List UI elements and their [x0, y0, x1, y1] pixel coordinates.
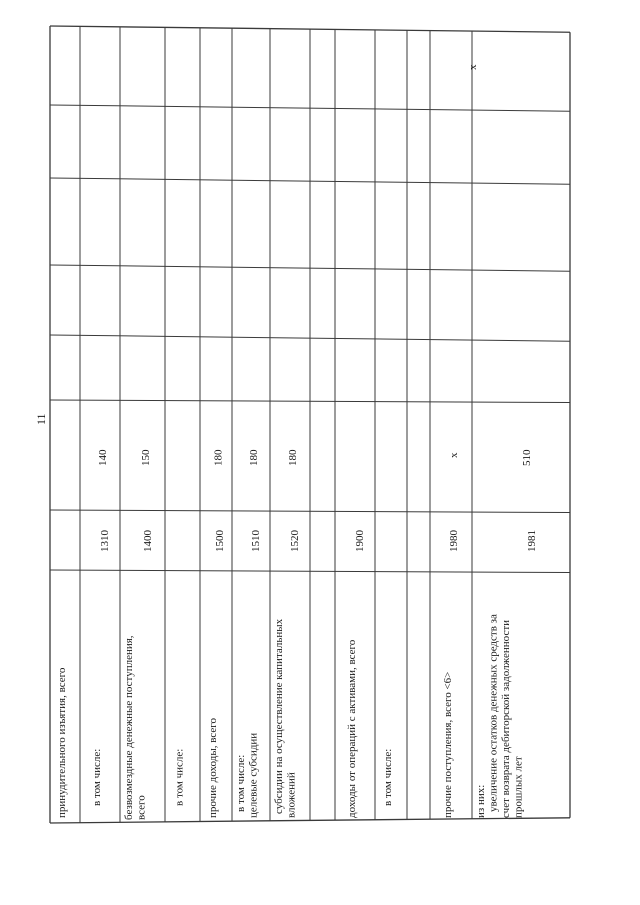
row-label: из них:: [475, 784, 487, 818]
row-kosgu: 180: [287, 449, 299, 466]
row-label: субсидии на осуществление капитальных: [273, 618, 285, 814]
row-code: 1981: [525, 530, 538, 552]
row-code: 1900: [354, 530, 366, 552]
row-label: доходы от операций с активами, всего: [346, 639, 358, 818]
row-label: в том числе:: [382, 748, 394, 806]
row-kosgu: 150: [139, 449, 152, 466]
row-kosgu: x: [448, 452, 461, 458]
row-kosgu: 140: [97, 449, 109, 466]
row-label: прочие поступления, всего <6>: [442, 671, 454, 818]
row-code: 1500: [214, 530, 227, 552]
row-code: 1520: [289, 530, 301, 552]
row-kosgu: 180: [247, 449, 260, 466]
row-label: принудительного изъятия, всего: [56, 667, 68, 818]
row-label: вложений: [285, 772, 298, 818]
row-label: в том числе:: [173, 748, 186, 806]
row-code: 1510: [249, 530, 262, 552]
row-kosgu: 510: [520, 449, 533, 466]
row-label: прочие доходы, всего: [207, 718, 219, 818]
row-code: 1980: [448, 530, 461, 552]
row-label: в том числе:: [235, 754, 247, 812]
row-label: увеличение остатков денежных средств за: [487, 614, 500, 812]
row-label: всего: [135, 795, 148, 820]
row-label: счет возврата дебиторской задолженности: [500, 619, 512, 818]
row-label: в том числе:: [91, 748, 103, 806]
row-label: прошлых лет: [512, 756, 525, 818]
row-label: безвозмездные денежные поступления,: [123, 635, 135, 820]
row-label: целевые субсидии: [247, 732, 260, 818]
row-code: 1400: [142, 530, 154, 552]
page-number: 11: [34, 413, 48, 425]
row-kosgu: 180: [212, 449, 225, 466]
row-value: x: [467, 64, 479, 70]
row-code: 1310: [99, 530, 111, 552]
table-text: [56, 64, 538, 820]
